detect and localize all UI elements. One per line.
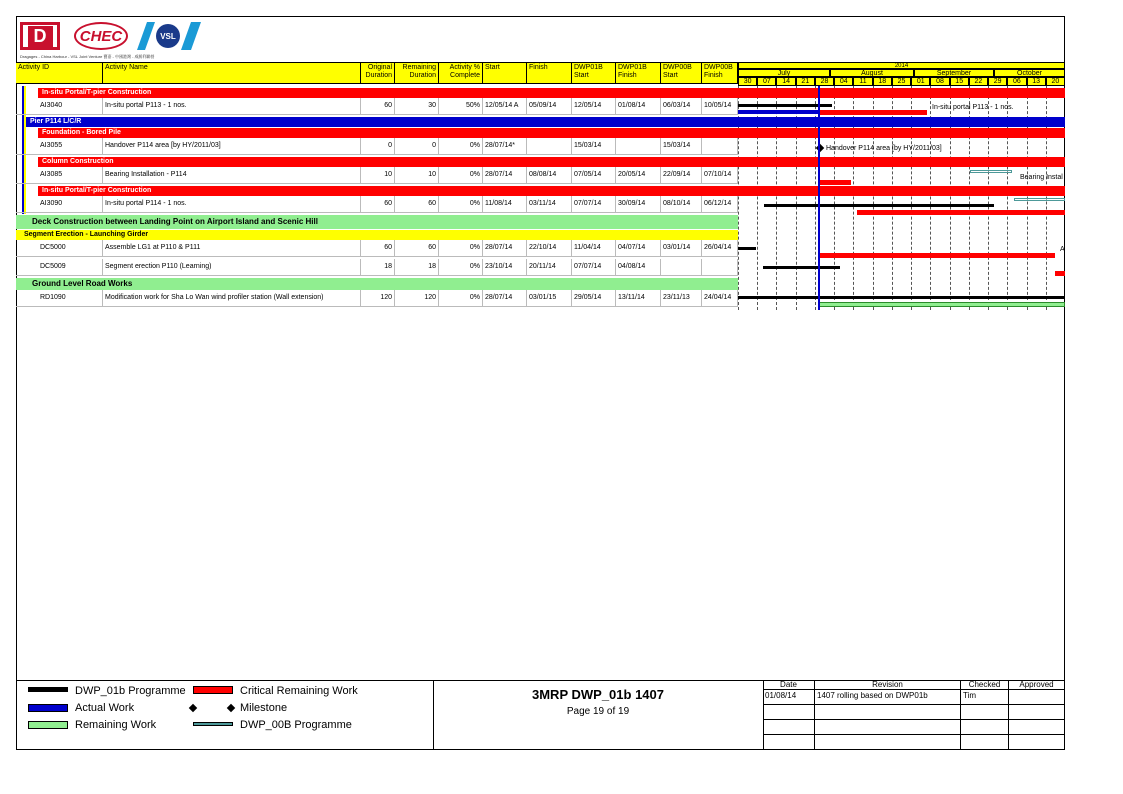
revision-header-h_checked: Checked bbox=[961, 680, 1009, 690]
cell-d00s bbox=[661, 259, 702, 276]
cell-orig: 10 bbox=[361, 167, 395, 184]
cell-start: 12/05/14 A bbox=[483, 98, 527, 115]
cell-id: AI3085 bbox=[16, 167, 103, 184]
bar-dc5000-dwp01b[interactable] bbox=[738, 247, 756, 250]
cell-rem: 60 bbox=[395, 196, 439, 213]
cell-name: Segment erection P110 (Learning) bbox=[103, 259, 361, 276]
group-band-g5-gantt bbox=[738, 186, 1065, 196]
cell-rem: 18 bbox=[395, 259, 439, 276]
legend-dwp01b-swatch bbox=[28, 687, 68, 692]
bar-label-ai3055: Handover P114 area [by HY/2011/03] bbox=[826, 145, 942, 152]
bar-ai3040-actual[interactable] bbox=[738, 110, 819, 114]
cell-finish: 03/11/14 bbox=[527, 196, 572, 213]
cell-d00f bbox=[702, 259, 738, 276]
revision-cell bbox=[1009, 705, 1065, 720]
cell-start: 23/10/14 bbox=[483, 259, 527, 276]
revision-cell bbox=[1009, 690, 1065, 705]
bar-label-ai3040: In-situ portal P113 - 1 nos. bbox=[932, 104, 1014, 111]
day-tick: 04 bbox=[834, 77, 853, 86]
revision-header-h_rev: Revision bbox=[815, 680, 961, 690]
bar-rd1090-dwp01b[interactable] bbox=[738, 296, 1065, 299]
revision-cell bbox=[763, 720, 815, 735]
cell-d00s: 08/10/14 bbox=[661, 196, 702, 213]
group-deck-construction[interactable]: Deck Construction between Landing Point on Airport Island and Scenic Hill bbox=[16, 215, 738, 229]
page-number: Page 19 of 19 bbox=[566, 706, 630, 717]
cell-d01s: 15/03/14 bbox=[572, 138, 616, 155]
bar-rd1090-remaining[interactable] bbox=[819, 302, 1065, 307]
month-october: October bbox=[994, 69, 1065, 77]
cell-d00f: 26/04/14 bbox=[702, 240, 738, 257]
day-tick: 29 bbox=[988, 77, 1007, 86]
day-tick: 25 bbox=[892, 77, 911, 86]
group-segment-erection[interactable]: Segment Erection - Launching Girder bbox=[16, 230, 738, 240]
cell-finish: 20/11/14 bbox=[527, 259, 572, 276]
bar-label-ai3085: Bearing Instal bbox=[1020, 174, 1063, 181]
revision-cell bbox=[815, 735, 961, 750]
cell-d00f bbox=[702, 138, 738, 155]
cell-d00s: 06/03/14 bbox=[661, 98, 702, 115]
cell-d00f: 24/04/14 bbox=[702, 290, 738, 307]
svg-text:VSL: VSL bbox=[160, 32, 176, 41]
col-finish[interactable]: Finish bbox=[527, 62, 572, 84]
cell-name: In-situ portal P114 - 1 nos. bbox=[103, 196, 361, 213]
cell-d00s: 03/01/14 bbox=[661, 240, 702, 257]
revision-cell: Tim bbox=[961, 690, 1009, 705]
bar-dc5009-dwp01b[interactable] bbox=[763, 266, 840, 269]
group-band-g4-gantt bbox=[738, 157, 1065, 167]
bar-label-dc5000: A bbox=[1060, 246, 1065, 253]
cell-id: AI3040 bbox=[16, 98, 103, 115]
bar-ai3040-critical[interactable] bbox=[819, 110, 927, 115]
data-date-line bbox=[818, 86, 820, 310]
cell-rem: 0 bbox=[395, 138, 439, 155]
col-start[interactable]: Start bbox=[483, 62, 527, 84]
chec-logo: CHEC bbox=[74, 22, 128, 50]
cell-d01f: 20/05/14 bbox=[616, 167, 661, 184]
cell-id: DC5009 bbox=[16, 259, 103, 276]
cell-d00f: 06/12/14 bbox=[702, 196, 738, 213]
day-tick: 07 bbox=[757, 77, 776, 86]
revision-header-h_approved: Approved bbox=[1009, 680, 1065, 690]
col-remaining-duration[interactable]: Remaining Duration bbox=[395, 62, 439, 84]
cell-pct: 50% bbox=[439, 98, 483, 115]
cell-finish: 08/08/14 bbox=[527, 167, 572, 184]
revision-cell bbox=[1009, 720, 1065, 735]
cell-pct: 0% bbox=[439, 259, 483, 276]
cell-orig: 0 bbox=[361, 138, 395, 155]
group-band-g2-gantt bbox=[738, 117, 1065, 127]
cell-name: Assemble LG1 at P110 & P111 bbox=[103, 240, 361, 257]
group-band-g1-gantt bbox=[738, 88, 1065, 98]
cell-id: DC5000 bbox=[16, 240, 103, 257]
cell-start: 11/08/14 bbox=[483, 196, 527, 213]
cell-name: Handover P114 area [by HY/2011/03] bbox=[103, 138, 361, 155]
group-insitu-portal-p113[interactable]: In-situ Portal/T-pier Construction bbox=[38, 88, 738, 98]
cell-d01f: 13/11/14 bbox=[616, 290, 661, 307]
cell-d01s: 12/05/14 bbox=[572, 98, 616, 115]
cell-finish: 05/09/14 bbox=[527, 98, 572, 115]
revision-header-h_date: Date bbox=[763, 680, 815, 690]
cell-d00f: 10/05/14 bbox=[702, 98, 738, 115]
revision-cell bbox=[961, 735, 1009, 750]
legend-dwp00b-swatch bbox=[193, 722, 233, 726]
cell-rem: 10 bbox=[395, 167, 439, 184]
cell-d01f: 04/07/14 bbox=[616, 240, 661, 257]
cell-d00s: 22/09/14 bbox=[661, 167, 702, 184]
dragages-logo: D bbox=[20, 22, 60, 50]
col-dwp00b-start[interactable]: DWP00B Start bbox=[661, 62, 702, 84]
cell-finish: 22/10/14 bbox=[527, 240, 572, 257]
revision-table bbox=[763, 680, 1065, 750]
bar-dc5009-critical[interactable] bbox=[1055, 271, 1065, 276]
group-column-construction[interactable]: Column Construction bbox=[38, 157, 738, 167]
cell-name: Bearing Installation - P114 bbox=[103, 167, 361, 184]
legend-critical-label: Critical Remaining Work bbox=[240, 685, 358, 697]
group-foundation-bored-pile[interactable]: Foundation - Bored Pile bbox=[38, 128, 738, 138]
cell-name: In-situ portal P113 - 1 nos. bbox=[103, 98, 361, 115]
cell-d01f: 04/08/14 bbox=[616, 259, 661, 276]
group-insitu-portal-p114[interactable]: In-situ Portal/T-pier Construction bbox=[38, 186, 738, 196]
day-tick: 30 bbox=[738, 77, 757, 86]
day-tick: 13 bbox=[1027, 77, 1046, 86]
cell-start: 28/07/14 bbox=[483, 290, 527, 307]
day-tick: 01 bbox=[911, 77, 930, 86]
cell-orig: 120 bbox=[361, 290, 395, 307]
col-original-duration[interactable]: Original Duration bbox=[361, 62, 395, 84]
cell-orig: 60 bbox=[361, 240, 395, 257]
legend-milestone-label: Milestone bbox=[240, 702, 288, 714]
col-activity-name[interactable]: Activity Name bbox=[103, 62, 361, 84]
cell-d00s: 15/03/14 bbox=[661, 138, 702, 155]
cell-pct: 0% bbox=[439, 290, 483, 307]
cell-id: AI3055 bbox=[16, 138, 103, 155]
revision-cell: 01/08/14 bbox=[763, 690, 815, 705]
bar-ai3090-dwp00b[interactable] bbox=[1014, 198, 1065, 201]
day-tick: 08 bbox=[930, 77, 949, 86]
day-tick: 21 bbox=[796, 77, 815, 86]
cell-orig: 60 bbox=[361, 196, 395, 213]
revision-cell bbox=[815, 720, 961, 735]
group-ground-level-road-works[interactable]: Ground Level Road Works bbox=[16, 278, 738, 290]
day-tick: 14 bbox=[776, 77, 795, 86]
cell-pct: 0% bbox=[439, 138, 483, 155]
timeline-days bbox=[738, 77, 1065, 86]
day-tick: 18 bbox=[873, 77, 892, 86]
col-dwp00b-finish[interactable]: DWP00B Finish bbox=[702, 62, 738, 84]
col-pct-complete[interactable]: Activity % Complete bbox=[439, 62, 483, 84]
cell-pct: 0% bbox=[439, 196, 483, 213]
cell-d01s: 07/05/14 bbox=[572, 167, 616, 184]
cell-id: AI3090 bbox=[16, 196, 103, 213]
cell-id: RD1090 bbox=[16, 290, 103, 307]
legend-actual-label: Actual Work bbox=[75, 702, 135, 714]
cell-pct: 0% bbox=[439, 167, 483, 184]
day-tick: 20 bbox=[1046, 77, 1065, 86]
cell-pct: 0% bbox=[439, 240, 483, 257]
cell-rem: 60 bbox=[395, 240, 439, 257]
day-tick: 22 bbox=[969, 77, 988, 86]
revision-cell bbox=[961, 705, 1009, 720]
vsl-logo bbox=[137, 22, 201, 50]
cell-start: 28/07/14 bbox=[483, 240, 527, 257]
cell-d00s: 23/11/13 bbox=[661, 290, 702, 307]
month-august: August bbox=[830, 69, 914, 77]
day-tick: 15 bbox=[950, 77, 969, 86]
day-tick: 11 bbox=[853, 77, 872, 86]
cell-rem: 30 bbox=[395, 98, 439, 115]
cell-d01s: 29/05/14 bbox=[572, 290, 616, 307]
cell-finish bbox=[527, 138, 572, 155]
revision-cell bbox=[1009, 735, 1065, 750]
month-july: July bbox=[738, 69, 830, 77]
col-dwp01b-start[interactable]: DWP01B Start bbox=[572, 62, 616, 84]
revision-cell bbox=[763, 735, 815, 750]
cell-d01f: 30/09/14 bbox=[616, 196, 661, 213]
revision-cell bbox=[815, 705, 961, 720]
bar-ai3085-critical[interactable] bbox=[819, 180, 851, 185]
group-pier-p114[interactable]: Pier P114 L/C/R bbox=[26, 117, 738, 127]
day-tick: 06 bbox=[1007, 77, 1026, 86]
revision-cell bbox=[763, 705, 815, 720]
cell-d00f: 07/10/14 bbox=[702, 167, 738, 184]
cell-d01f: 01/08/14 bbox=[616, 98, 661, 115]
legend-remaining-swatch bbox=[28, 721, 68, 729]
legend-dwp01b-label: DWP_01b Programme bbox=[75, 685, 186, 697]
cell-orig: 18 bbox=[361, 259, 395, 276]
cell-start: 28/07/14* bbox=[483, 138, 527, 155]
company-subtitle: Dragages - China Harbour - VSL Joint Venture 寶嘉 - 中國港灣 - 威勝利聯營 bbox=[20, 54, 155, 59]
cell-d01s: 11/04/14 bbox=[572, 240, 616, 257]
cell-d01f bbox=[616, 138, 661, 155]
cell-finish: 03/01/15 bbox=[527, 290, 572, 307]
cell-rem: 120 bbox=[395, 290, 439, 307]
legend-actual-swatch bbox=[28, 704, 68, 712]
bar-ai3090-critical[interactable] bbox=[857, 210, 1065, 215]
bar-dc5000-critical[interactable] bbox=[819, 253, 1055, 258]
timeline-year: 2014 bbox=[738, 62, 1065, 69]
cell-d01s: 07/07/14 bbox=[572, 196, 616, 213]
group-band-g3-gantt bbox=[738, 128, 1065, 138]
bar-ai3090-dwp01b[interactable] bbox=[764, 204, 994, 207]
legend-dwp00b-label: DWP_00B Programme bbox=[240, 719, 352, 731]
bar-ai3085-dwp00b[interactable] bbox=[970, 170, 1012, 173]
legend-remaining-label: Remaining Work bbox=[75, 719, 157, 731]
legend-critical-swatch bbox=[193, 686, 233, 694]
cell-d01s: 07/07/14 bbox=[572, 259, 616, 276]
cell-orig: 60 bbox=[361, 98, 395, 115]
month-september: September bbox=[914, 69, 994, 77]
day-tick: 28 bbox=[815, 77, 834, 86]
col-activity-id[interactable]: Activity ID bbox=[16, 62, 103, 84]
cell-start: 28/07/14 bbox=[483, 167, 527, 184]
cell-name: Modification work for Sha Lo Wan wind profiler station (Wall extension) bbox=[103, 290, 361, 307]
revision-cell bbox=[961, 720, 1009, 735]
col-dwp01b-finish[interactable]: DWP01B Finish bbox=[616, 62, 661, 84]
revision-cell: 1407 rolling based on DWP01b bbox=[815, 690, 961, 705]
report-title: 3MRP DWP_01b 1407 bbox=[532, 687, 664, 702]
